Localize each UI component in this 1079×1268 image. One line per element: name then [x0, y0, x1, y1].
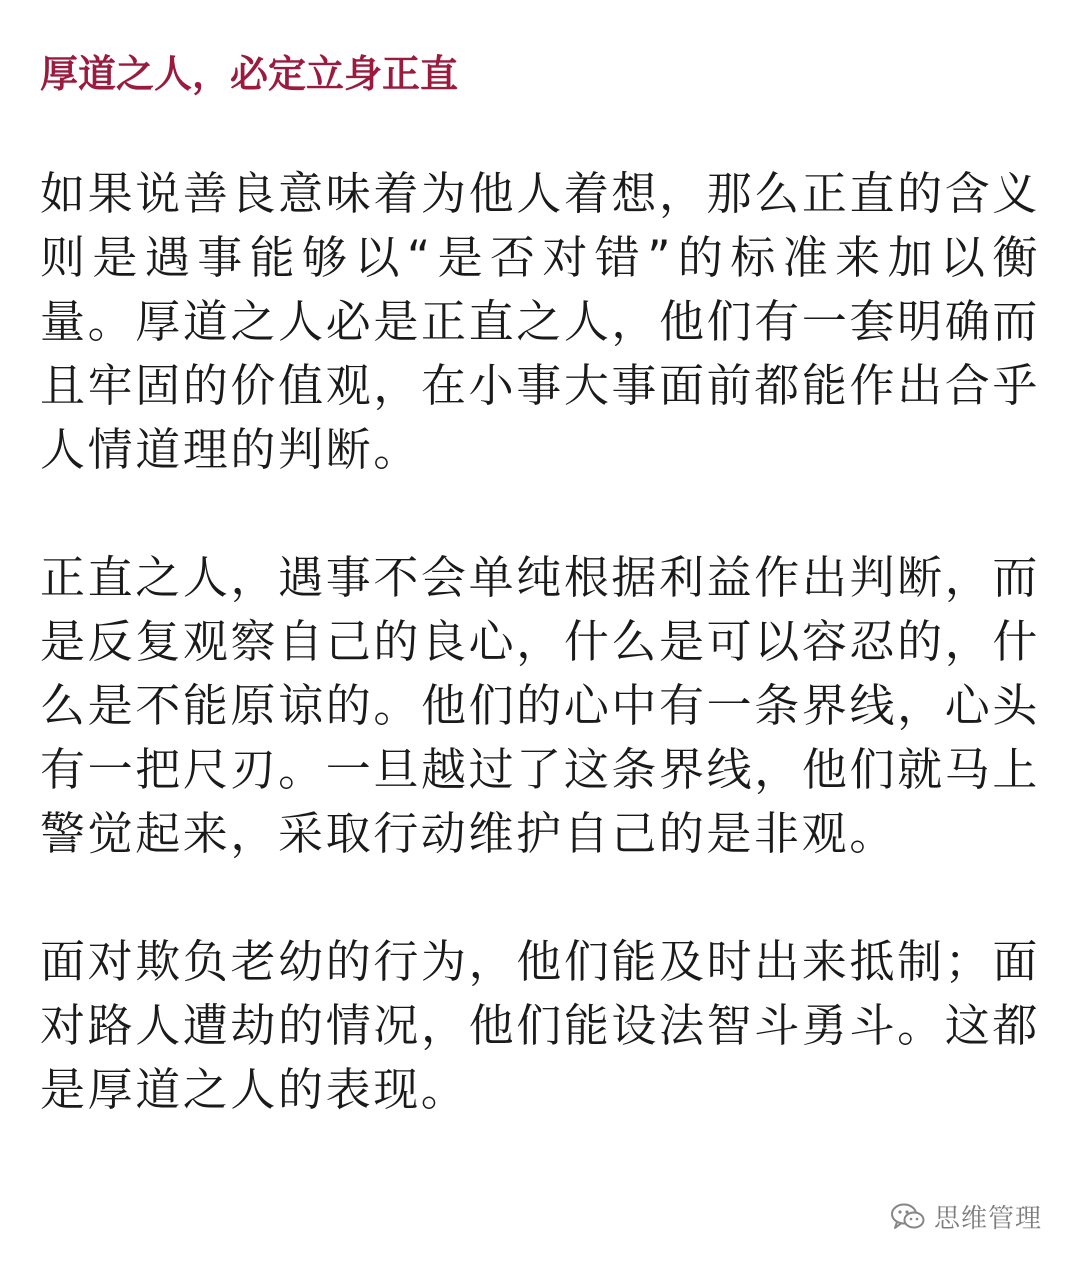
wechat-icon — [890, 1202, 926, 1232]
watermark — [890, 1198, 1042, 1235]
article-paragraph-2: 正直之人，遇事不会单纯根据利益作出判断，而是反复观察自己的良心，什么是可以容忍的，什么是不能原谅的。他们的心中有一条界线，心头有一把尺刃。一旦越过了这条界线，他们就马上警觉起来，采取行动维护自己的是非观。 — [40, 551, 1040, 860]
watermark-text: 思维管理 — [934, 1204, 1043, 1234]
article-heading: 厚道之人，必定立身正直 — [40, 52, 459, 96]
article-paragraph-3: 面对欺负老幼的行为，他们能及时出来抵制；面对路人遭劫的情况，他们能设法智斗勇斗。这都是厚道之人的表现。 — [40, 935, 1040, 1116]
article — [40, 44, 1040, 1122]
article-paragraph-1: 如果说善良意味着为他人着想，那么正直的含义则是遇事能够以“是否对错”的标准来加以衡量。厚道之人必是正直之人，他们有一套明确而且牢固的价值观，在小事大事面前都能作出合乎人情道理的判断。 — [40, 167, 1040, 476]
